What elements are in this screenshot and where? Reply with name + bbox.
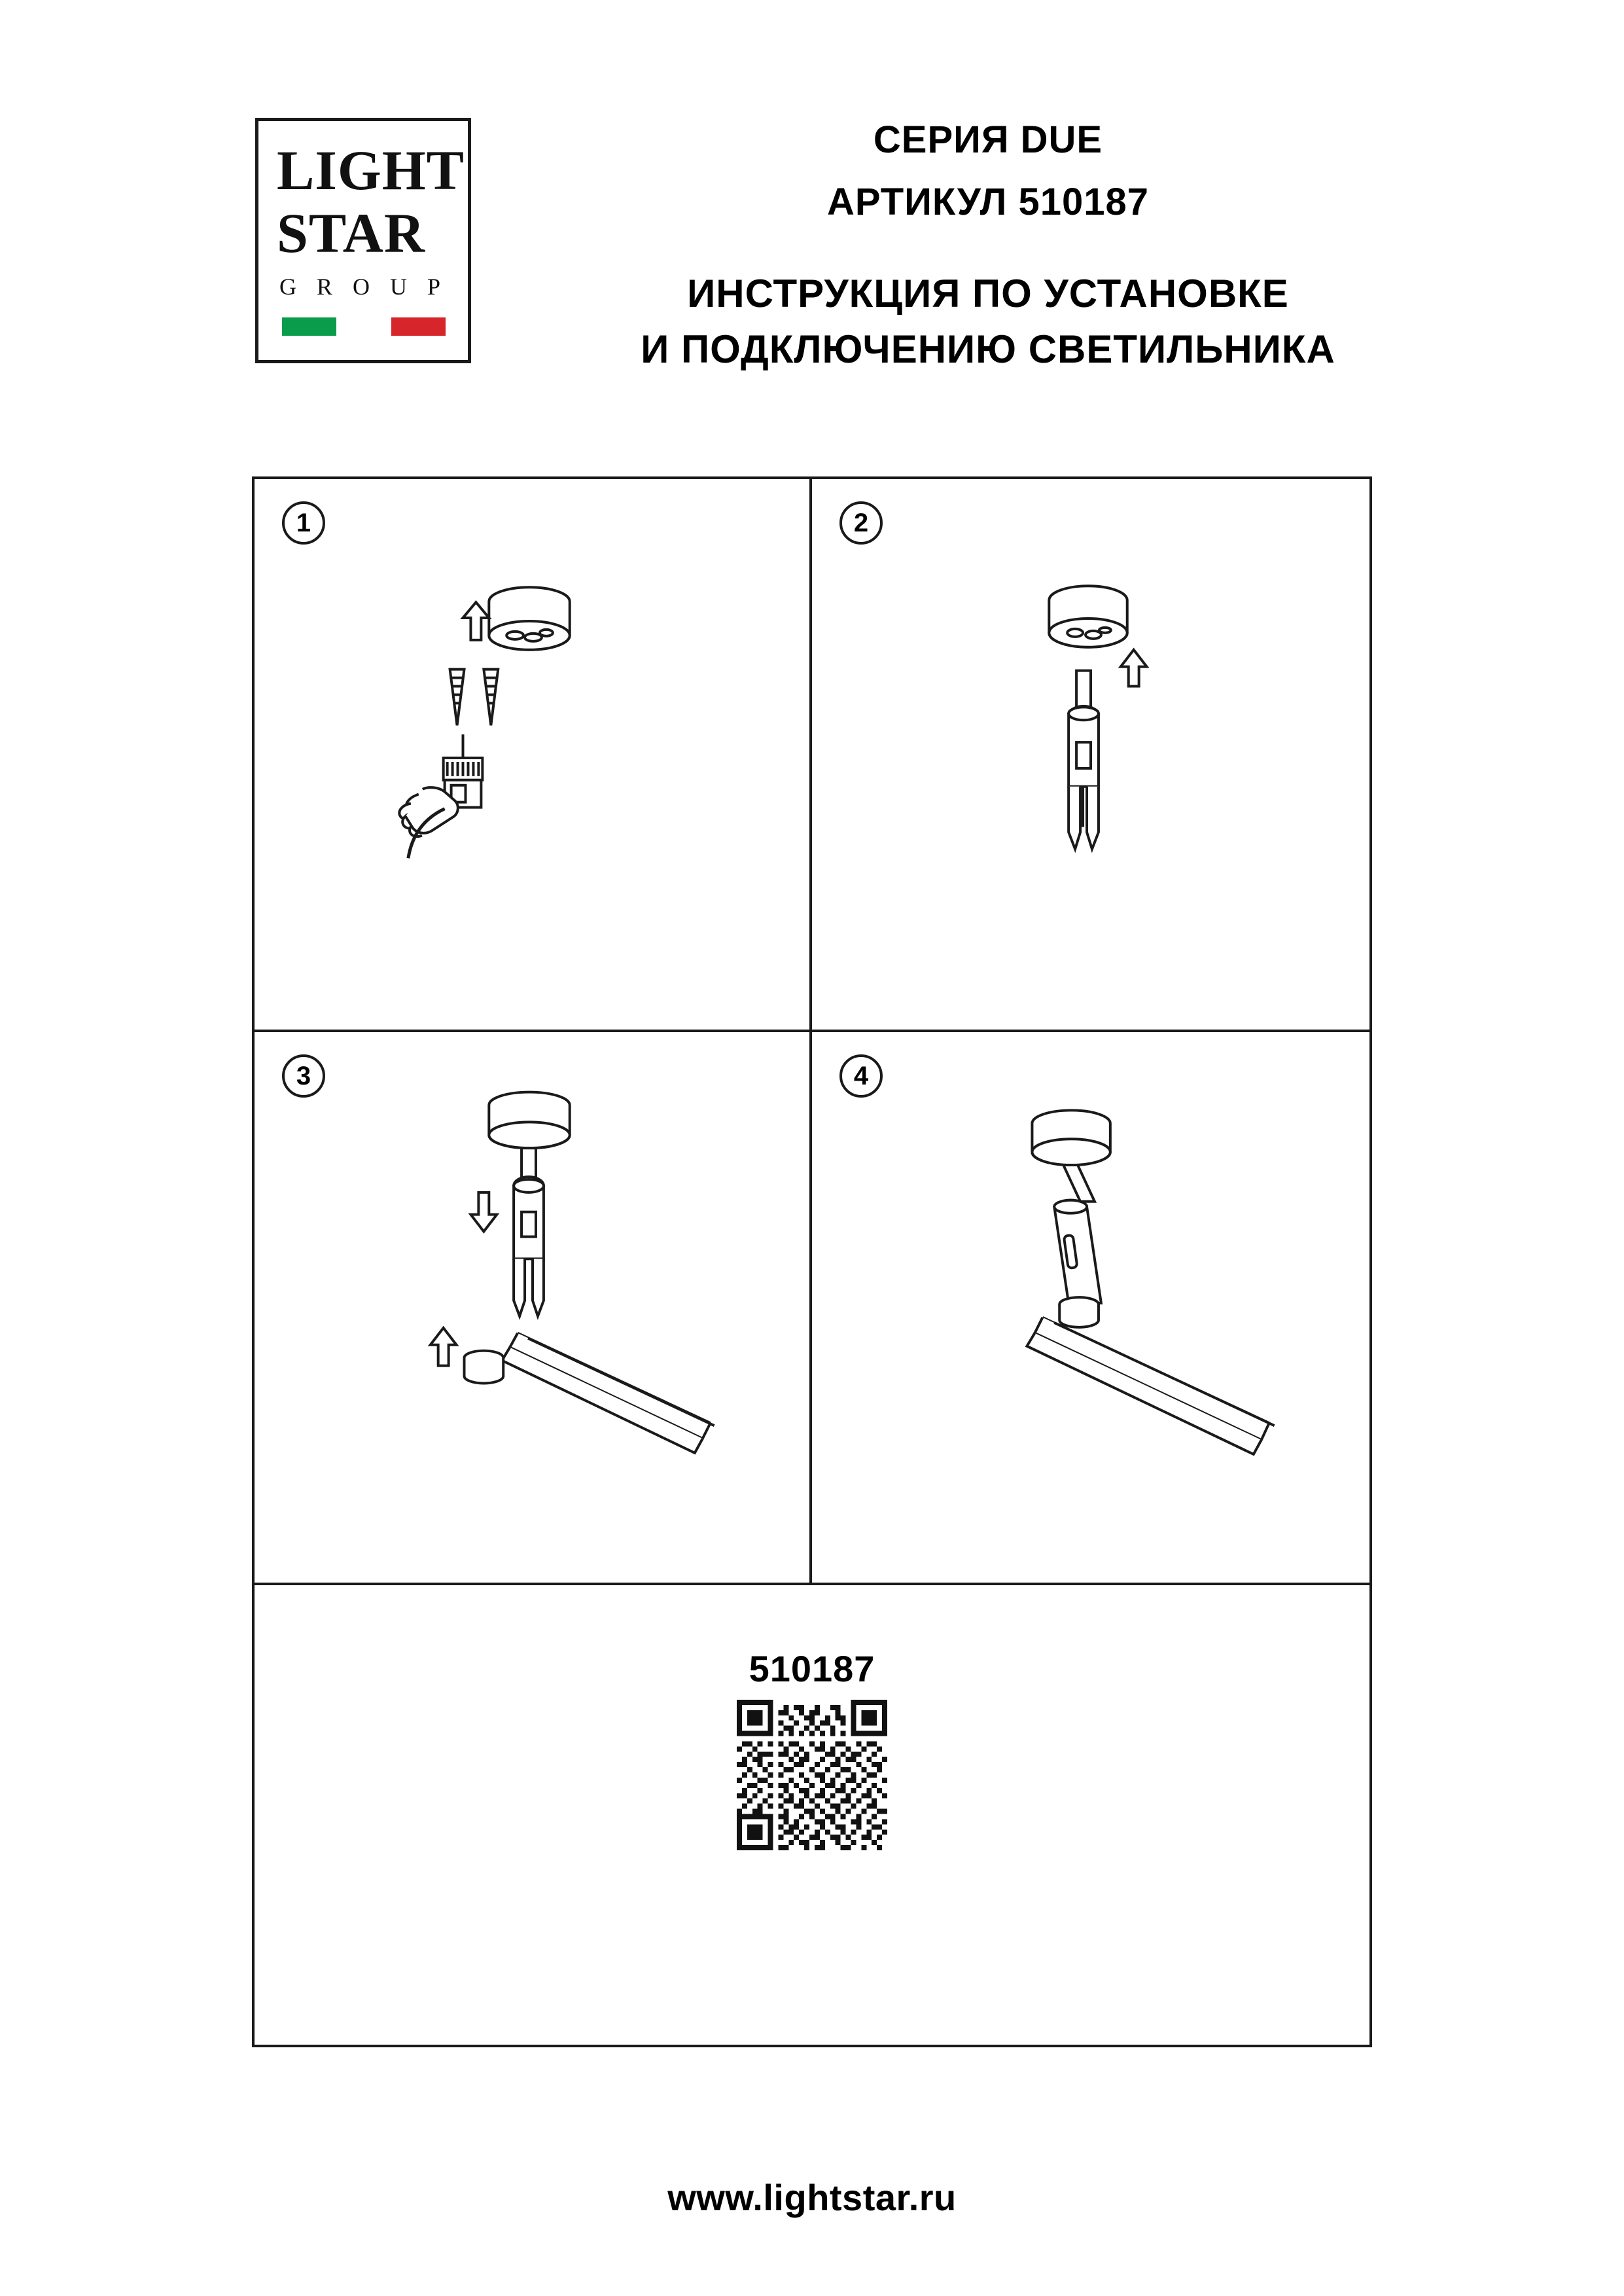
step-1-figure [255, 479, 809, 1030]
website-url: www.lightstar.ru [667, 2177, 957, 2218]
step-3-cell [255, 1032, 812, 1585]
step-1-cell [255, 479, 812, 1032]
instruction-title-line1: ИНСТРУКЦИЯ ПО УСТАНОВКЕ [687, 272, 1289, 315]
step-2-figure [812, 479, 1369, 1030]
article-code: 510187 [749, 1648, 875, 1689]
step-2-cell [812, 479, 1369, 1032]
document-footer [0, 2176, 1624, 2219]
logo-text-light: LIGHT [277, 139, 465, 202]
step-4-figure [812, 1032, 1369, 1583]
code-cell [255, 1585, 1369, 2045]
brand-logo [255, 118, 471, 363]
step-3-figure [255, 1032, 809, 1583]
instruction-title-line2: И ПОДКЛЮЧЕНИЮ СВЕТИЛЬНИКА [641, 327, 1335, 371]
logo-text-group: G R O U P [279, 274, 448, 300]
steps-grid [252, 476, 1372, 2047]
logo-text-star: STAR [277, 202, 426, 264]
step-3-badge: 3 [282, 1054, 325, 1098]
title-block [497, 111, 1479, 372]
step-4-badge: 4 [839, 1054, 883, 1098]
italian-flag-icon [282, 317, 446, 336]
qr-code-icon [737, 1700, 887, 1850]
series-label: СЕРИЯ DUE [873, 118, 1103, 161]
step-2-badge: 2 [839, 501, 883, 545]
document-header [0, 111, 1624, 406]
article-label: АРТИКУЛ 510187 [827, 181, 1149, 223]
step-4-cell [812, 1032, 1369, 1585]
step-1-badge: 1 [282, 501, 325, 545]
